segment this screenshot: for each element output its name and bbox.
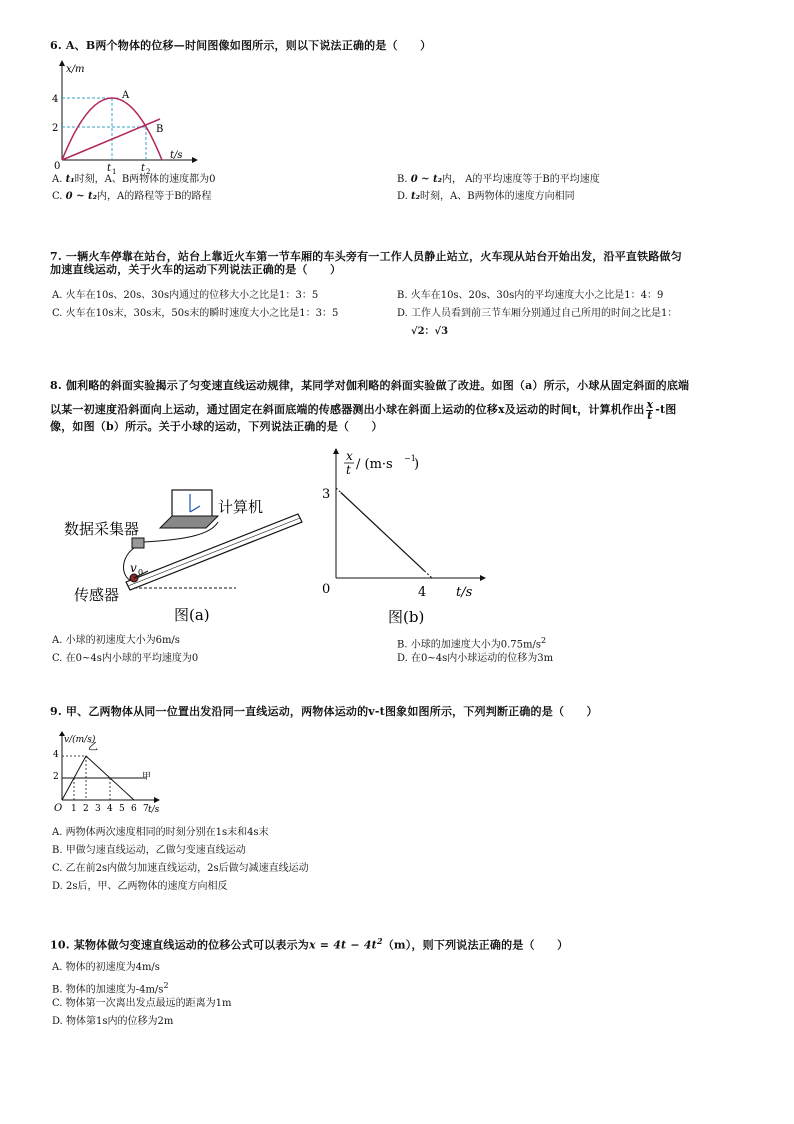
caption-a: 图(a)	[174, 606, 210, 624]
q9-option-b[interactable]: B. 甲做匀速直线运动，乙做匀变速直线运动	[52, 845, 246, 856]
option-text: 时刻，A、B两物体的速度方向相同	[420, 191, 575, 202]
q6-label-a: A	[122, 90, 130, 101]
option-text: 内，A的路程等于B的路程	[96, 191, 212, 202]
q9-origin: O	[54, 803, 63, 814]
q9-tick-x3: 3	[95, 804, 101, 814]
q6-t2: t	[141, 163, 146, 174]
q8b-tick-y3: 3	[322, 487, 331, 502]
q9-vt-graph	[50, 730, 170, 818]
q6-xt-graph	[50, 58, 200, 176]
q6-stem: 6. A、B两个物体的位移—时间图像如图所示，则以下说法正确的是（ ）	[50, 39, 432, 52]
frac-den: t	[647, 408, 653, 422]
q6-line-b	[62, 119, 160, 160]
q8-line-solid	[341, 493, 425, 571]
label-computer: 计算机	[218, 498, 264, 516]
q8b-tick-x4: 4	[418, 585, 427, 600]
q8b-ylabel-close: )	[414, 457, 420, 472]
superscript: 2	[540, 636, 547, 645]
q8-line-dotted-end	[424, 571, 432, 578]
math-var: 0 ~ t₂	[65, 191, 97, 202]
q8-stem-line1: 8. 伽利略的斜面实验揭示了匀变速直线运动规律，某同学对伽利略的斜面实验做了改进。如图（a）所示，小球从固定斜面的底端	[50, 379, 690, 392]
q9-tick-x2: 2	[83, 804, 89, 814]
q7-option-d-cont: √2：√3	[411, 326, 449, 337]
q8-option-d[interactable]: D. 在0~4s内小球运动的位移为3m	[397, 653, 554, 664]
math-var: t₁	[65, 174, 75, 185]
q6-option-b[interactable]	[397, 172, 600, 188]
q6-t2-sub: 2	[146, 168, 151, 176]
q9-tick-x7: 7	[143, 804, 149, 814]
q10-formula: x = 4t − 4t	[308, 938, 377, 952]
option-letter: B.	[397, 174, 411, 185]
q6-y4: 4	[52, 94, 59, 105]
label-collector: 数据采集器	[64, 520, 140, 538]
q6-t1: t	[107, 163, 112, 174]
option-letter: C.	[52, 191, 66, 202]
q7-stem-line1: 7. 一辆火车停靠在站台，站台上靠近火车第一节车厢的车头旁有一工作人员静止站立，火车现从站台开始出发，沿平直铁路做匀	[50, 250, 682, 263]
q9-tick-x6: 6	[131, 804, 137, 814]
q8-stem-line3: 像，如图（b）所示。关于小球的运动，下列说法正确的是（ ）	[50, 420, 383, 433]
q6-label-b: B	[156, 124, 164, 135]
q8b-ylabel-unit: / (m·s	[356, 457, 393, 472]
q9-option-a[interactable]: A. 两物体两次速度相同的时刻分别在1s末和4s末	[52, 827, 269, 838]
collector-box	[132, 538, 144, 548]
q10-option-d[interactable]: D. 物体第1s内的位移为2m	[52, 1016, 174, 1027]
q8-fraction	[646, 397, 654, 422]
option-text: B. 物体的加速度为-4m/s	[52, 984, 164, 996]
math-var: t₂	[411, 191, 421, 202]
option-letter: D.	[397, 191, 412, 202]
q7-option-b[interactable]: B. 火车在10s、20s、30s内的平均速度大小之比是1：4：9	[397, 290, 664, 301]
q9-tick-y2: 2	[53, 772, 59, 782]
q9-plot-area	[62, 756, 146, 800]
q7-option-d[interactable]: D. 工作人员看到前三节车厢分别通过自己所用的时间之比是1：	[397, 308, 678, 319]
q10-stem-text: 10. 某物体做匀变速直线运动的位移公式可以表示为	[50, 938, 309, 952]
laptop-screen	[172, 490, 212, 518]
q7-stem-line2: 加速直线运动，关于火车的运动下列说法正确的是（ ）	[50, 263, 342, 276]
q8b-ylabel-den: t	[346, 463, 351, 477]
q9-tick-x5: 5	[119, 804, 125, 814]
q8-figure-a	[50, 470, 310, 630]
q8-option-c[interactable]: C. 在0~4s内小球的平均速度为0	[52, 653, 199, 664]
q6-option-d[interactable]	[397, 189, 575, 205]
q8-stem-text: -t图	[655, 403, 677, 416]
q6-ylabel: x/m	[66, 64, 85, 75]
q8-figure-b	[310, 446, 490, 630]
option-letter: A.	[52, 174, 66, 185]
superscript: 2	[376, 936, 383, 946]
q9-tick-y4: 4	[53, 750, 59, 760]
q8-line-dotted-start	[336, 488, 341, 493]
math-var: 0 ~ t₂	[410, 174, 443, 185]
q7-option-a[interactable]: A. 火车在10s、20s、30s内通过的位移大小之比是1：3：5	[52, 290, 319, 301]
q6-y2: 2	[52, 123, 59, 134]
q9-tick-x4: 4	[107, 804, 113, 814]
q8b-ylabel-exp: −1	[404, 454, 416, 463]
q8b-origin: 0	[322, 582, 331, 597]
laptop-keyboard	[160, 516, 218, 528]
option-text: 时刻，A、B两物体的速度都为0	[74, 174, 216, 185]
option-text: 内， A的平均速度等于B的平均速度	[442, 174, 600, 185]
q8b-xlabel: t/s	[456, 585, 473, 600]
q9-option-c[interactable]: C. 乙在前2s内做匀加速直线运动，2s后做匀减速直线运动	[52, 863, 309, 874]
label-v0-sub: 0	[138, 568, 144, 577]
q10-option-a[interactable]: A. 物体的初速度为4m/s	[52, 962, 160, 973]
q6-t1-sub: 1	[112, 168, 117, 176]
option-text: B. 小球的加速度大小为0.75m/s	[397, 639, 541, 651]
q8-stem-text: 以某一初速度沿斜面向上运动，通过固定在斜面底端的传感器测出小球在斜面上运动的位移x及运动的时间t，计算机作出	[50, 403, 645, 416]
q9-label-yi: 乙	[88, 742, 98, 753]
q10-option-c[interactable]: C. 物体第一次离出发点最远的距离为1m	[52, 998, 232, 1009]
q6-option-c[interactable]	[52, 189, 212, 205]
q8b-ylabel-num: x	[346, 449, 353, 463]
q6-xlabel: t/s	[170, 150, 183, 161]
q9-ylabel: v/(m/s)	[64, 735, 96, 745]
q10-stem	[50, 929, 568, 958]
q9-tick-x1: 1	[71, 804, 77, 814]
q6-origin: 0	[54, 161, 61, 172]
frac-num: x	[646, 397, 654, 411]
q6-option-a[interactable]	[52, 172, 216, 188]
q9-stem: 9. 甲、乙两物体从同一位置出发沿同一直线运动，两物体运动的v-t图象如图所示，下列判断正确的是（ ）	[50, 705, 598, 718]
q7-option-c[interactable]: C. 火车在10s末，30s末，50s末的瞬时速度大小之比是1：3：5	[52, 308, 339, 319]
q9-label-jia: 甲	[142, 772, 152, 782]
label-sensor: 传感器	[74, 586, 120, 604]
label-v0: v	[130, 561, 137, 575]
q9-x-ticks	[71, 804, 149, 814]
q9-option-d[interactable]: D. 2s后，甲、乙两物体的速度方向相反	[52, 881, 228, 892]
q8-option-a[interactable]: A. 小球的初速度大小为6m/s	[52, 635, 180, 646]
superscript: 2	[163, 981, 169, 990]
caption-b: 图(b)	[388, 608, 425, 626]
q9-xlabel: t/s	[148, 805, 160, 815]
q8-plot-area	[336, 488, 432, 578]
q10-stem-text: （m），则下列说法正确的是（ ）	[382, 938, 569, 952]
